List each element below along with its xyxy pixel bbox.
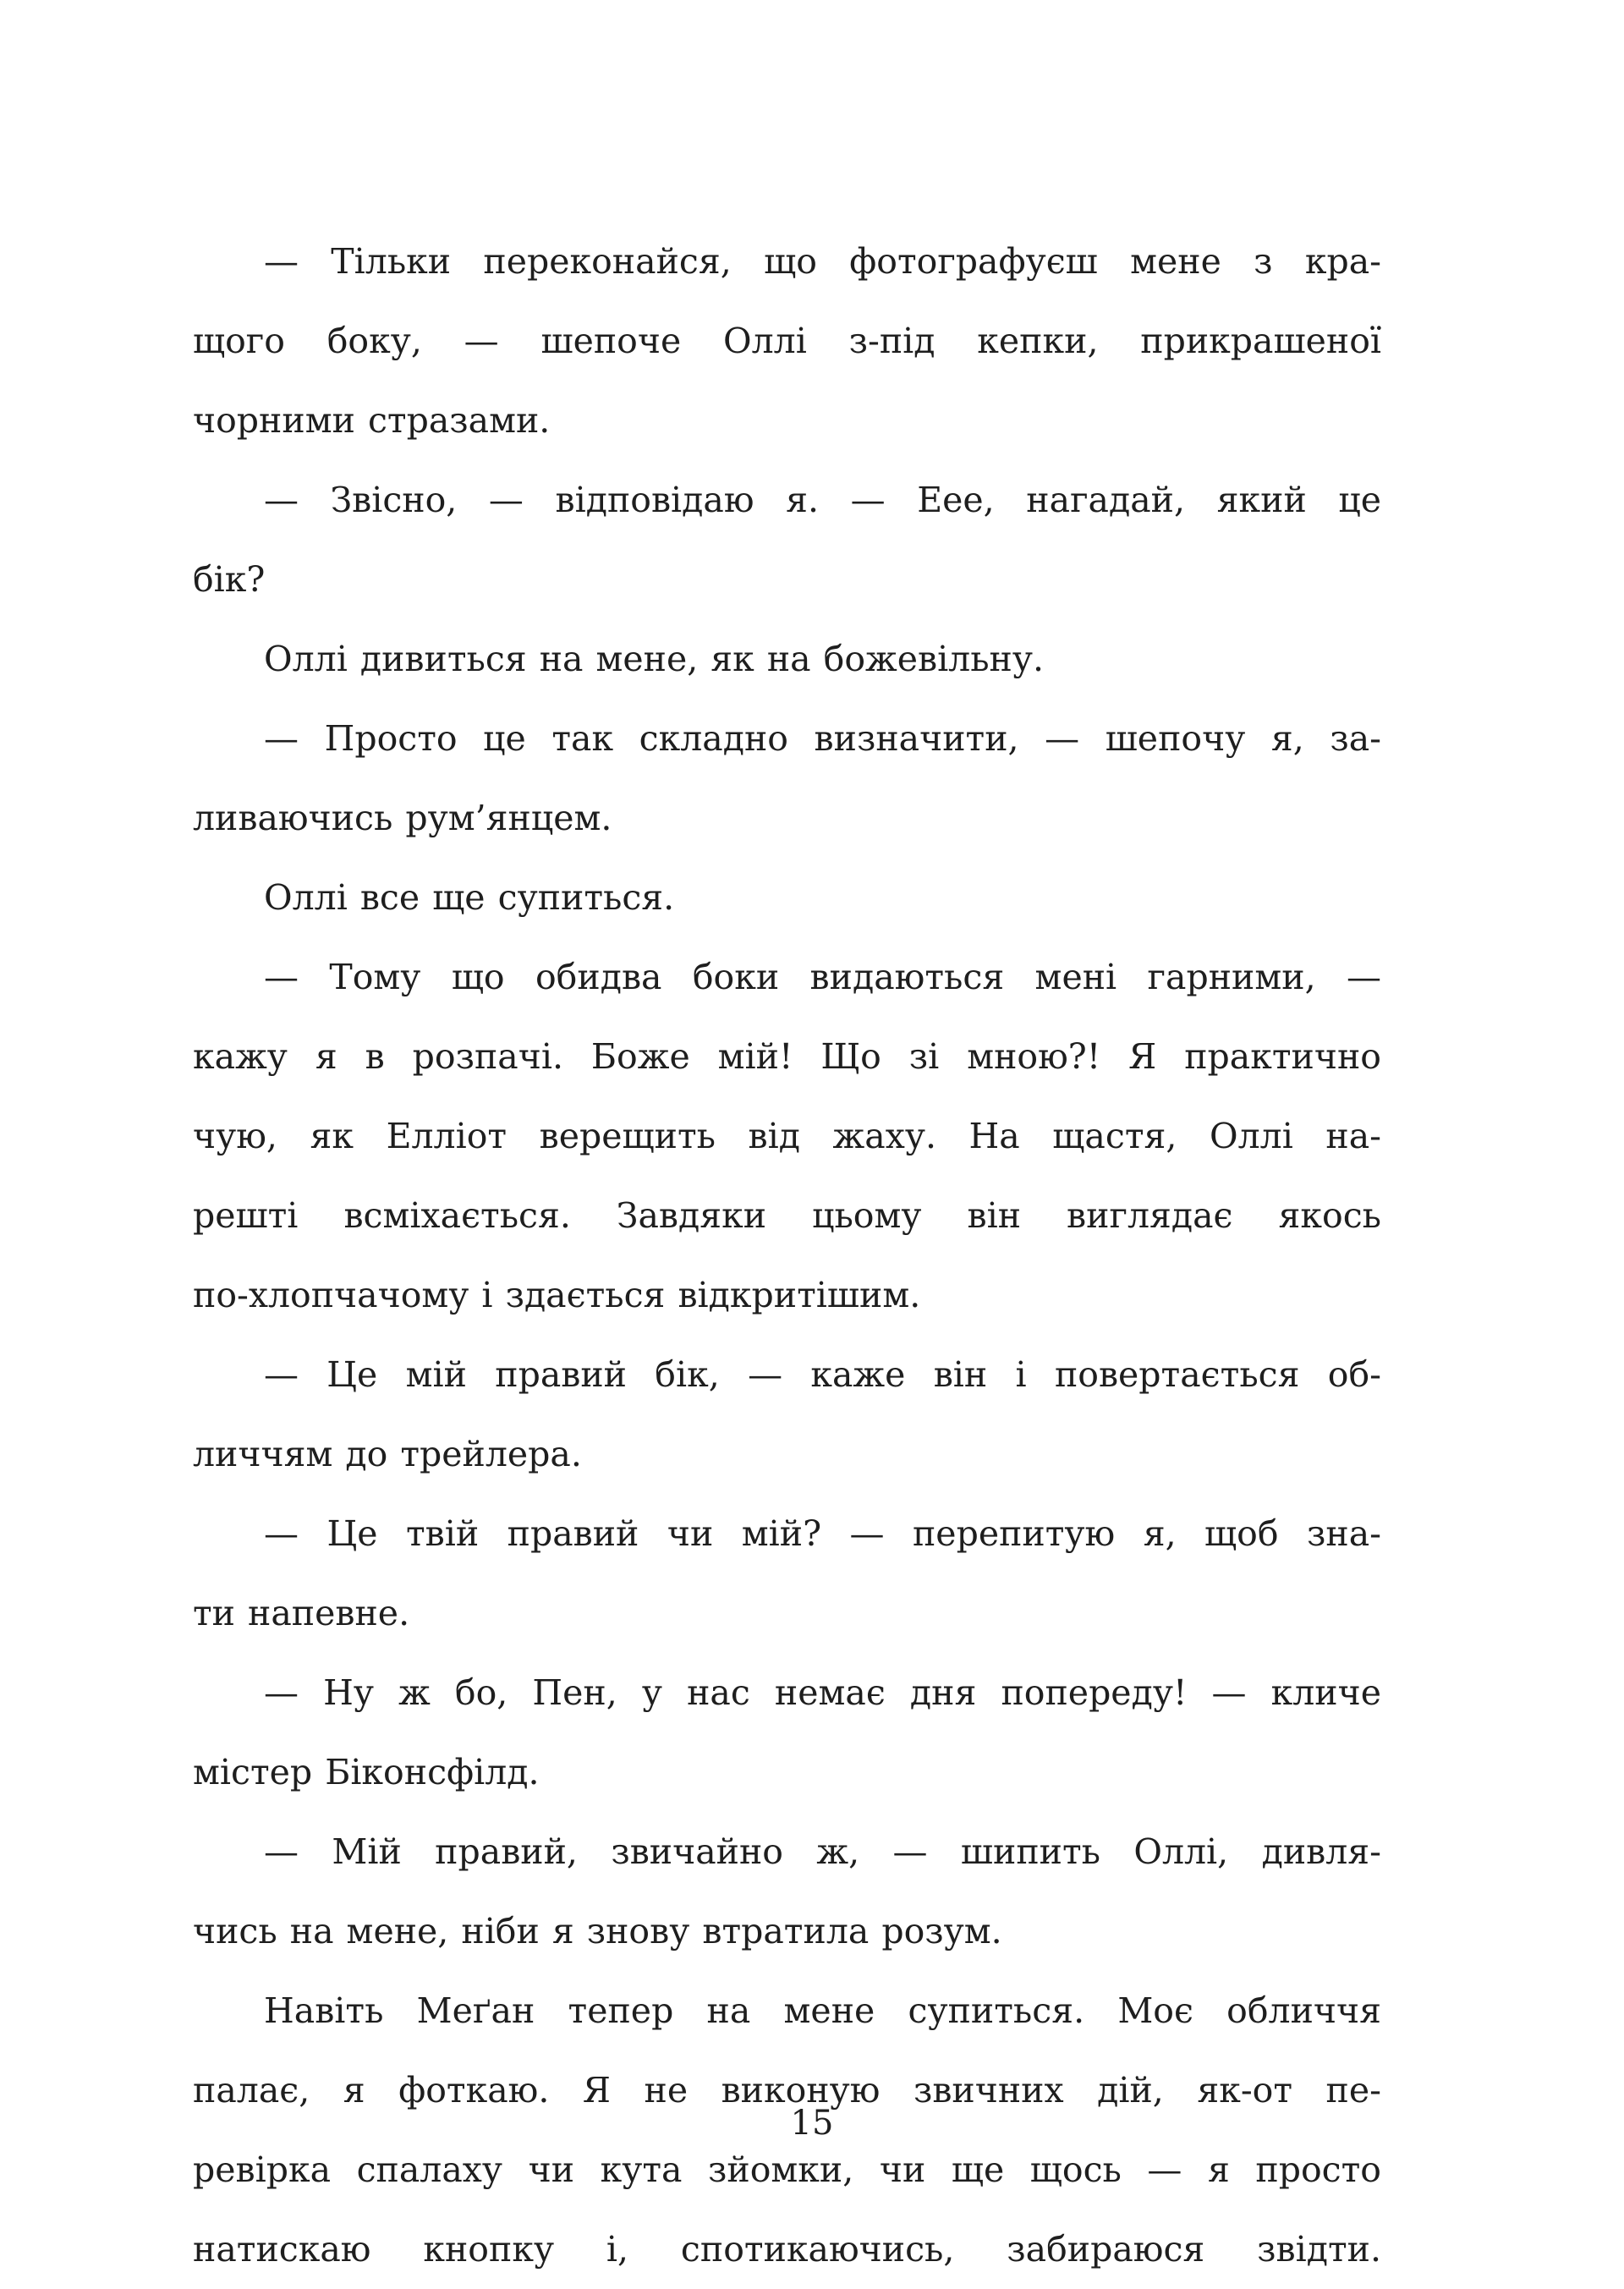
text-line: ревірка спалаху чи кута зйомки, чи ще щось — я просто xyxy=(193,2149,1381,2190)
text-line: — Ну ж бо, Пен, у нас немає дня попереду! — кличе xyxy=(264,1672,1381,1713)
text-line: натискаю кнопку і, спотикаючись, забираюся звідти. xyxy=(193,2229,1381,2270)
text-line: палає, я фоткаю. Я не виконую звичних дій, як-от пе- xyxy=(193,2070,1381,2111)
text-line: кажу я в розпачі. Боже мій! Що зі мною?! Я практично xyxy=(193,1036,1381,1077)
body-text xyxy=(193,222,1381,2289)
page-number: 15 xyxy=(790,2104,834,2143)
text-line: — Тільки переконайся, що фотографуєш мене з кра- xyxy=(264,241,1381,282)
text-line: личчям до трейлера. xyxy=(193,1434,582,1474)
text-line: чись на мене, ніби я знову втратила розум. xyxy=(193,1911,1002,1951)
text-line: Оллі дивиться на мене, як на божевільну. xyxy=(264,639,1045,679)
text-line: ти напевне. xyxy=(193,1593,410,1633)
text-line: чорними стразами. xyxy=(193,400,551,441)
text-line: — Це мій правий бік, — каже він і повертається об- xyxy=(264,1354,1381,1395)
text-line: щого боку, — шепоче Оллі з-під кепки, прикрашеної xyxy=(193,321,1381,361)
text-line: ливаючись рум’янцем. xyxy=(193,798,612,838)
text-line: — Просто це так складно визначити, — шепочу я, за- xyxy=(264,718,1381,759)
text-line: — Звісно, — відповідаю я. — Еее, нагадай, який це xyxy=(264,480,1381,520)
text-line: бік? xyxy=(193,559,266,600)
text-line: — Мій правий, звичайно ж, — шипить Оллі, дивля- xyxy=(264,1831,1381,1872)
text-line: по-хлопчачому і здається відкритішим. xyxy=(193,1275,921,1315)
text-line: чую, як Елліот верещить від жаху. На щастя, Оллі на- xyxy=(193,1116,1381,1156)
text-line: містер Біконсфілд. xyxy=(193,1752,540,1792)
text-line: Оллі все ще супиться. xyxy=(264,877,675,918)
text-line: решті всміхається. Завдяки цьому він виглядає якось xyxy=(193,1195,1381,1236)
text-line: — Тому що обидва боки видаються мені гарними, — xyxy=(264,957,1381,997)
text-line: — Це твій правий чи мій? — перепитую я, щоб зна- xyxy=(264,1513,1381,1554)
text-line: Навіть Меґан тепер на мене супиться. Моє обличчя xyxy=(264,1990,1381,2031)
